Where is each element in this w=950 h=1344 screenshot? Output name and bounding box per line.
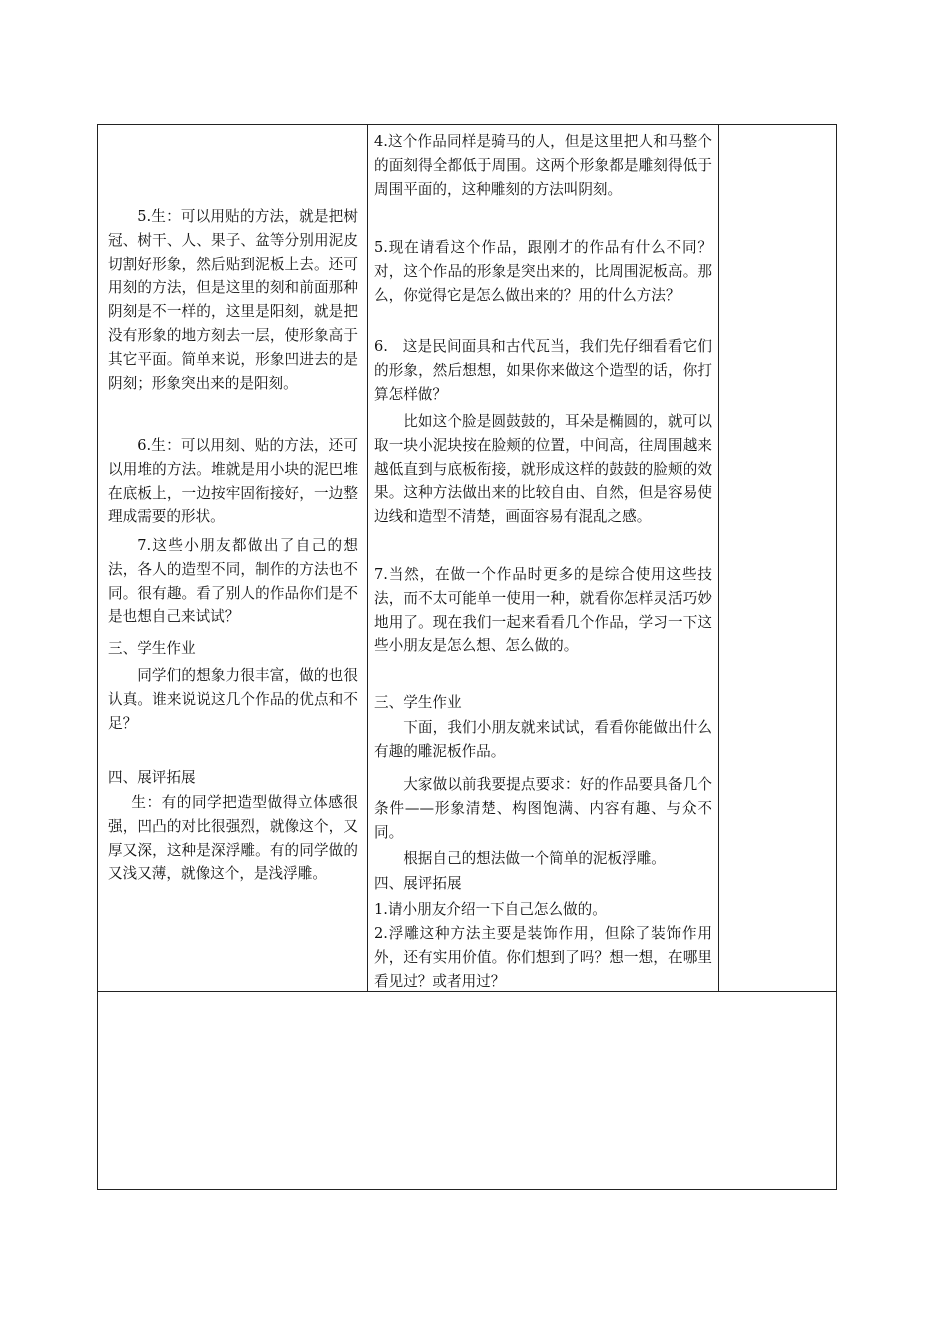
review-step-2: 2.浮雕这种方法主要是装饰作用，但除了装饰作用外，还有实用价值。你们想到了吗？想一想，在哪里看见过？或者用过？ bbox=[374, 925, 712, 990]
teacher-step-6-example: 比如这个脸是圆鼓鼓的，耳朵是椭圆的，就可以取一块小泥块按在脸颊的位置，中间高，往周围越来越低直到与底板衔接，就形成这样的鼓鼓的脸颊的效果。这种方法做出来的比较自由、自然，但是容易使边线和造型不清楚，画面容易有混乱之感。 bbox=[374, 413, 712, 526]
homework-intro: 下面，我们小朋友就来试试，看看你能做出什么有趣的雕泥板作品。 bbox=[374, 719, 712, 760]
reflection-row bbox=[98, 992, 836, 1189]
student-answer-5: 5.生：可以用贴的方法，就是把树冠、树干、人、果子、盆等分别用泥皮切割好形象，然后贴到泥板上去。还可用刻的方法，但是这里的刻和前面那种阴刻是不一样的，这里是阳刻，就是把没有形象的地方刻去一层，使形象高于其它平面。简单来说，形象凹进去的是阴刻；形象突出来的是阳刻。 bbox=[108, 208, 358, 392]
review-step-1: 1.请小朋友介绍一下自己怎么做的。 bbox=[374, 901, 607, 918]
teacher-comment-7: 7.这些小朋友都做出了自己的想法，各人的造型不同，制作的方法也不同。很有趣。看了别人的作品你们是不是也想自己来试试？ bbox=[108, 537, 358, 626]
homework-task: 根据自己的想法做一个简单的泥板浮雕。 bbox=[403, 850, 666, 867]
teacher-column bbox=[368, 125, 719, 991]
teacher-step-5: 5.现在请看这个作品，跟刚才的作品有什么不同？对，这个作品的形象是突出来的，比周围泥板高。那么，你觉得它是怎么做出来的？用的什么方法？ bbox=[374, 239, 712, 304]
section-heading-homework: 三、学生作业 bbox=[108, 640, 196, 657]
student-answer-6: 6.生：可以用刻、贴的方法，还可以用堆的方法。堆就是用小块的泥巴堆在底板上，一边按牢固衔接好，一边整理成需要的形状。 bbox=[108, 437, 358, 526]
student-column bbox=[98, 125, 368, 991]
section-heading-homework-mid: 三、学生作业 bbox=[374, 694, 462, 711]
review-text: 生：有的同学把造型做得立体感很强，凹凸的对比很强烈，就像这个，又厚又深，这种是深浮雕。有的同学做的又浅又薄，就像这个，是浅浮雕。 bbox=[108, 794, 358, 883]
section-heading-review-mid: 四、展评拓展 bbox=[374, 875, 462, 892]
teacher-step-7: 7.当然，在做一个作品时更多的是综合使用这些技法，而不太可能单一使用一种，就看你怎样灵活巧妙地用了。现在我们一起来看看几个作品，学习一下这些小朋友是怎么想、怎么做的。 bbox=[374, 566, 712, 655]
section-heading-review: 四、展评拓展 bbox=[108, 769, 196, 786]
teacher-step-4: 4.这个作品同样是骑马的人，但是这里把人和马整个的面刻得全都低于周围。这两个形象都是雕刻得低于周围平面的，这种雕刻的方法叫阴刻。 bbox=[374, 133, 712, 198]
teacher-step-6: 6. 这是民间面具和古代瓦当，我们先仔细看看它们的形象，然后想想，如果你来做这个造型的话，你打算怎样做？ bbox=[374, 338, 712, 403]
homework-text: 同学们的想象力很丰富，做的也很认真。谁来说说这几个作品的优点和不足？ bbox=[108, 667, 358, 732]
homework-requirements: 大家做以前我要提点要求：好的作品要具备几个条件——形象清楚、构图饱满、内容有趣、与众不同。 bbox=[374, 776, 712, 841]
notes-column bbox=[719, 125, 836, 991]
content-row bbox=[98, 125, 836, 992]
lesson-table bbox=[97, 124, 837, 1190]
